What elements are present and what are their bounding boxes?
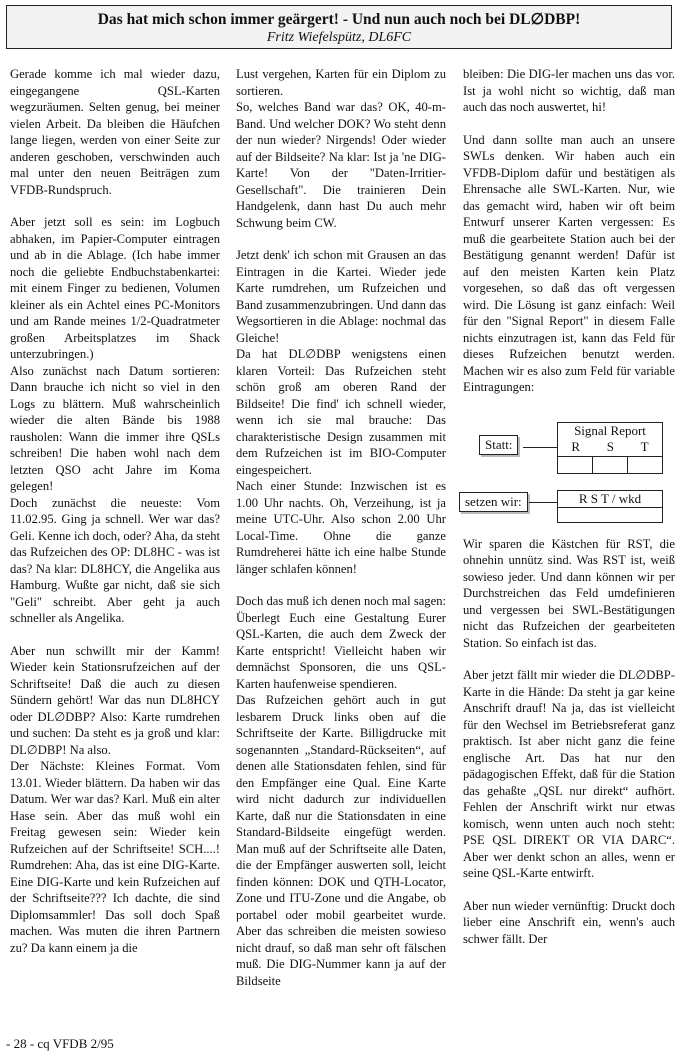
paragraph: Lust vergehen, Karten für ein Diplom zu sortieren. [236, 67, 446, 98]
connector-line [523, 447, 557, 448]
rst-wkd-box [557, 490, 663, 524]
column-2 [236, 66, 446, 1005]
connector-line [529, 502, 557, 503]
paragraph: bleiben: Die DIG-ler machen uns das vor. Ist ja wohl nicht so wichtig, daß man auch das noch auswertet, hi! [463, 67, 675, 114]
statt-label: Statt: [479, 435, 518, 456]
paragraph: Da hat DL∅DBP wenigstens einen klaren Vorteil: Das Rufzeichen steht schön groß am oberen Rand der Bildseite! Die find' ich schnell wieder, wenn ich sie mal brauche: Das charakteristische Design zusammen mit dem Rufzeichen ist im BIO-Computer eingespeichert. [236, 347, 446, 477]
letter-s: S [606, 439, 614, 454]
paragraph: Und dann sollte man auch an unsere SWLs denken. Wir haben auch ein VFDB-Diplom dafür und bestätigen als Ehrensache alle SWL-Karten. Nur, wie das gemacht wird, haben wir oft beim Entwurf unserer Karten vergessen: Es muß die gearbeitete Station auch bei der Bestätigung genannt werden! Dafür ist auf den meisten Karten kein Platz vorgesehen, so daß das oft vergessen wird. Die Lösung ist ganz einfach: Weil für den "Signal Report" in diesem Falle nichts einzutragen ist, kann das Feld für dieses Rufzeichen benutzt werden. Machen wir es also zum Feld für variable Eintragungen: [463, 132, 675, 394]
setzen-label: setzen wir: [459, 492, 528, 513]
paragraph: Der Nächste: Kleines Format. Vom 13.01. Wieder blättern. Da haben wir das Datum. Wer war das? Karl. Muß ein alter Hase sein. Aber das muß wohl ein Freitag gewesen sein: Wieder kein Rufzeichen auf der Schriftseite! SCH....! Rumdrehen: Aha, das ist eine DIG-Karte. Eine DIG-Karte und kein Rufzeichen auf der Schriftseite??? Ich dachte, die sind Diplomsammler! Das soll doch Spaß machen. Was muten die ihren Partnern zu? Da kann einem ja die [10, 759, 220, 955]
paragraph: Aber nun wieder vernünftig: Druckt doch lieber eine Anschrift ein, wenn's auch schwer fällt. Der [463, 898, 675, 946]
signal-report-box [557, 422, 663, 474]
cell [628, 457, 662, 473]
rst-wkd-cells [558, 507, 662, 522]
signal-report-figure [463, 422, 675, 522]
paragraph: Aber jetzt soll es sein: im Logbuch abhaken, im Papier-Computer eintragen und ab in die Ablage. (Ich habe immer noch die geliebte Endbuchstabenkartei: mit einem Finger zu bedienen, Volumen kleiner als ein Achtel eines PC-Monitors und am Rande meines 1/2-Quadratmeter großen Arbeitsplatzes im Shack unterzubringen.) [10, 215, 220, 361]
page-footer: - 28 - cq VFDB 2/95 [6, 1036, 114, 1051]
paragraph: Gerade komme ich mal wieder dazu, eingegangene QSL-Karten wegzuräumen. Selten genug, bei meiner vielen Arbeit. Da bleiben die Häufchen lange liegen, werden von einer Seite zur anderen geschoben, verschwinden auch mal unter den neuen Beiträgen zum VFDB-Rundspruch. [10, 67, 220, 197]
article-header [6, 5, 672, 49]
article-author: Fritz Wiefelspütz, DL6FC [266, 30, 412, 45]
paragraph: Aber jetzt fällt mir wieder die DL∅DBP-Karte in die Hände: Da steht ja gar keine Anschrift drauf! Na ja, das ist vielleicht für den Wechsel im Betriebsreferat ganz praktisch. Ist aber nicht ganz die feine englische Art. Das hat nur den pädagogischen Effekt, daß für die Station das gehaßte „QSL nur direkt“ aufhört. Fehlen der Anschrift wirkt nur etwas komisch, wenn unten auch noch steht: PSE QSL DIREKT OR VIA DARC“. Aber wer denkt schon an alles, wenn er seine QSL-Karte entwirft. [463, 668, 675, 880]
rst-letters [558, 439, 662, 456]
paragraph: Das Rufzeichen gehört auch in gut lesbarem Druck links oben auf die Schriftseite der Karte. Billigdrucke mit sogenannten „Standard-Rückseiten“, auf denen alle Stationsdaten fehlen, sind für den Empfänger eine Qual. Eine Karte wird nicht dadurch zur individuellen Karte, daß nur die Stationsdaten in eine Standard-Bildseite eingefügt werden. Man muß auf der Schriftseite alle Daten, die der Empfänger auswerten soll, leicht finden können: DOK und QTH-Locator, Zone und ITU-Zone und die Angabe, ob portabel oder mobil gearbeitet wurde. Aber das schreiben die meisten sowieso nicht drauf, so daß man sehr oft fälschen muß. Die DIG-Nummer kann ja auf der Bildseite [236, 693, 446, 988]
paragraph: Wir sparen die Kästchen für RST, die ohnehin unnütz sind. Was RST ist, weiß sowieso jeder. Und dann können wir per Durchstreichen das Feld umdefinieren und vergessen bei SWL-Bestätigungen nicht das Rufzeichen der gearbeiteten Station. So einfach ist das. [463, 536, 675, 650]
signal-report-label: Signal Report [574, 422, 646, 438]
letter-r: R [571, 439, 581, 454]
cell [593, 457, 628, 473]
column-3 [463, 66, 675, 963]
paragraph: Doch zunächst die neueste: Vom 11.02.95. Ging ja schnell. Wer war das? Geli. Kenne ich doch, oder? Aha, da steht das Rufzeichen des OP: DL8HC - was ist das? Na klar: DL8HCY, die Angelika aus Hamburg. Wußte gar nicht, daß sie sich "Geli" schreibt. Aber geht ja auch schneller als Angelika. [10, 495, 220, 625]
rst-wkd-label: R S T / wkd [578, 490, 642, 506]
paragraph: So, welches Band war das? OK, 40-m-Band. Und welcher DOK? Wo steht denn der nun wieder? Nirgends! Oder wieder auf der Bildseite? Na klar: Ist ja 'ne DIG-Karte! Von der "Daten-Irritier-Gesellschaft". Die trainieren Dein Handgelenk, dann hast Du auch mehr Schwung beim CW. [236, 100, 446, 230]
paragraph: Aber nun schwillt mir der Kamm! Wieder kein Stationsrufzeichen auf der Schriftseite! Daß die auch zu diesen Sündern gehört! War das nun DL8HCY oder DL∅DBP? Also: Karte rumdrehen und suchen: Da steht es ja groß und klar: DL∅DBP! Na also. [10, 643, 220, 757]
letter-t: T [640, 439, 649, 454]
article-title: Das hat mich schon immer geärgert! - Und nun auch noch bei DL∅DBP! [97, 11, 581, 28]
paragraph: Also zunächst nach Datum sortieren: Dann brauche ich nicht so viel in den Logs zu blättern. Muß wahrscheinlich wieder die alten Bände bis 1988 rausholen: Wann die immer ihre QSLs schreiben! Die haben wohl nach dem letzten QSO acht Jahre im Koma gelegen! [10, 363, 220, 493]
cell [558, 508, 662, 522]
paragraph: Jetzt denk' ich schon mit Grausen an das Eintragen in die Kartei. Wieder jede Karte rumdrehen, um Rufzeichen und Band zusammenzubringen. Und dann das Wegsortieren in die Ablage: nochmal das Gleiche! [236, 248, 446, 345]
paragraph: Nach einer Stunde: Inzwischen ist es 1.00 Uhr nachts. Oh, Verzeihung, ist ja meine UTC-Uhr. Also schon 2.00 Uhr Local-Time. Ohne die ganze Rumdreherei hätte ich eine halbe Stunde länger schlafen können! [236, 479, 446, 576]
column-1 [10, 66, 220, 972]
cell [558, 457, 593, 473]
paragraph: Doch das muß ich denen noch mal sagen: Überlegt Euch eine Gestaltung Eurer QSL-Karten, die auch dem Zweck der Karte entspricht! Vielleicht haben wir demnächst Sponsoren, die uns QSL-Karten haufenweise spendieren. [236, 594, 446, 691]
rst-cells [558, 456, 662, 473]
